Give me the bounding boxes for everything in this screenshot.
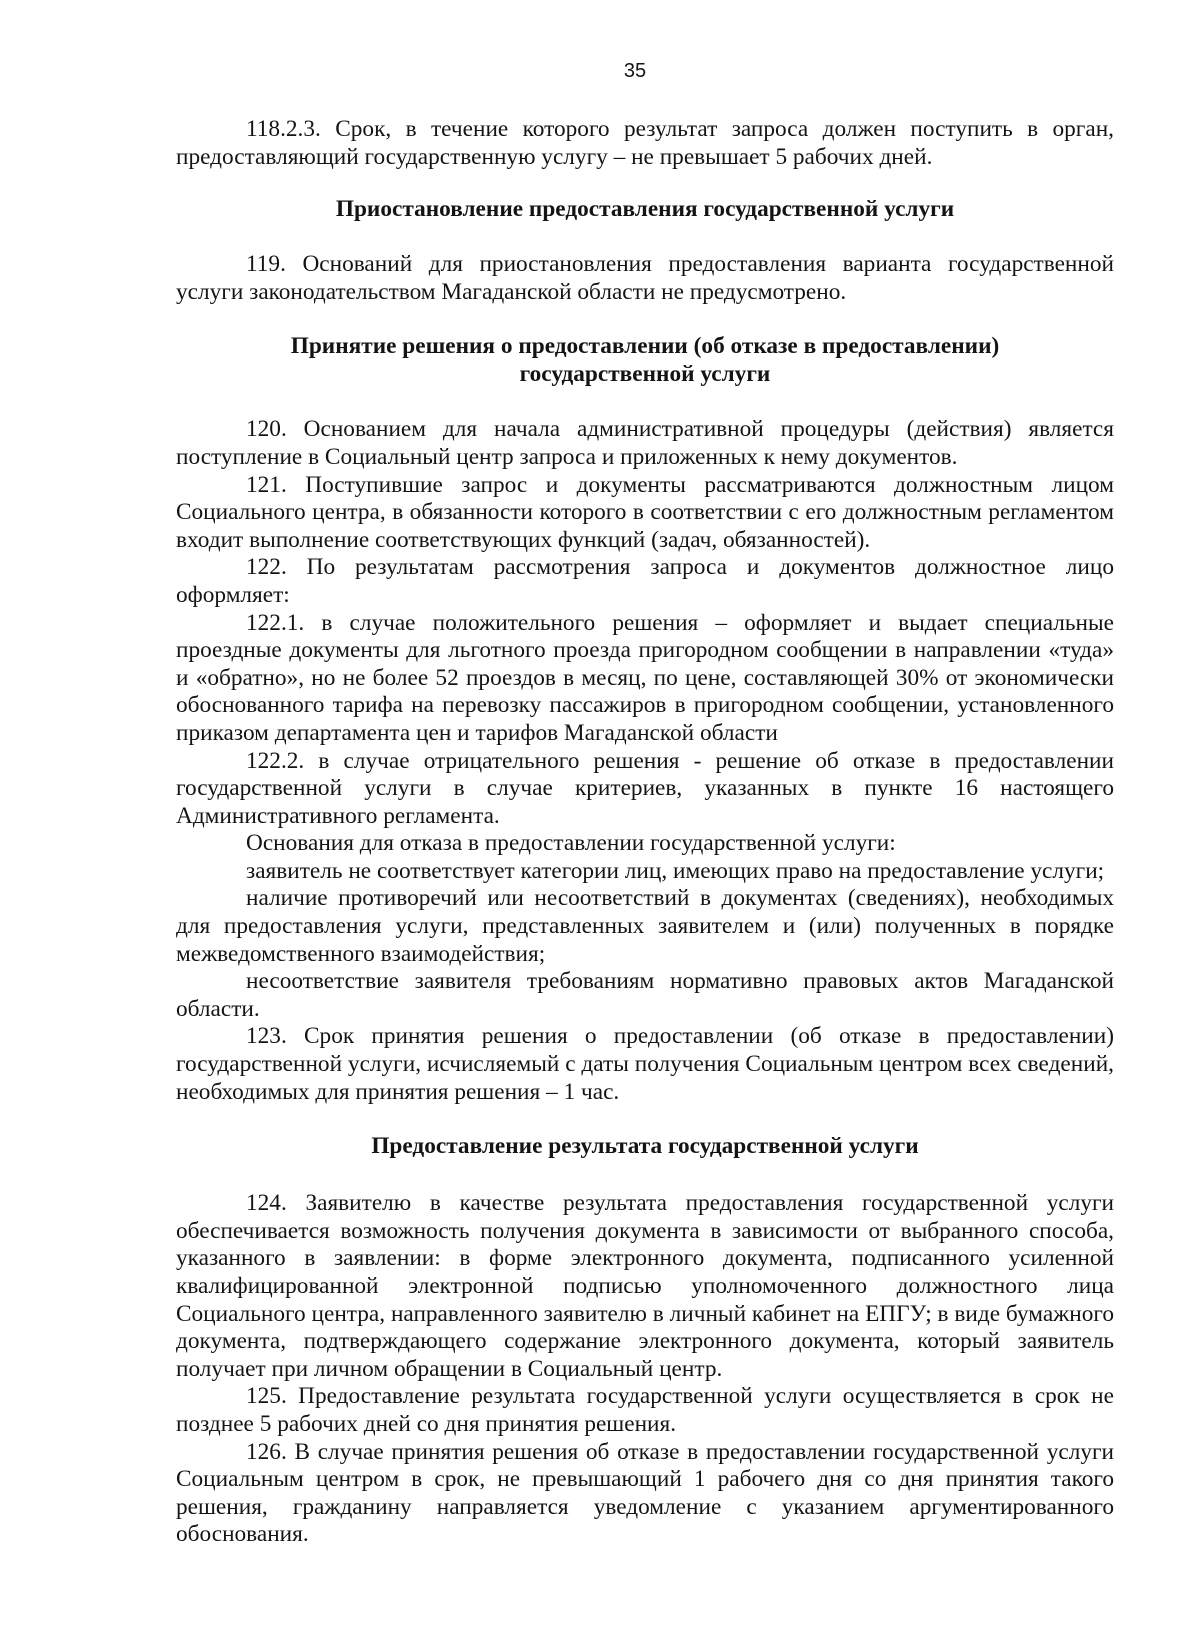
paragraph-122: 122. По результатам рассмотрения запроса и документов должностное лицо оформляет: (176, 554, 1114, 608)
heading-suspension: Приостановление предоставления государственной услуги (335, 196, 955, 223)
paragraph-124: 124. Заявителю в качестве результата предоставления государственной услуги обеспечивается возможность получения документа в зависимости от выбранного способа, указанного в заявлении: в форме электронного документа, подписанного усиленной квалифицированной электронной подписью уполномоченного должностного лица Социального центра, направленного заявителю в личный кабинет на ЕПГУ; в виде бумажного документа, подтверждающего содержание электронного документа, который заявитель получает при личном обращении в Социальный центр. (176, 1190, 1114, 1382)
paragraph-123: 123. Срок принятия решения о предоставлении (об отказе в предоставлении) государственной услуги, исчисляемый с даты получения Социальным центром всех сведений, необходимых для принятия решения – 1 час. (176, 1023, 1114, 1105)
paragraph-refusal-ground-1: заявитель не соответствует категории лиц, имеющих право на предоставление услуги; (246, 857, 1105, 884)
heading-result: Предоставление результата государственной услуги (371, 1133, 919, 1160)
heading-decision-line-2: государственной услуги (519, 361, 771, 388)
paragraph-126: 126. В случае принятия решения об отказе в предоставлении государственной услуги Социальным центром в срок, не превышающий 1 рабочего дня со дня принятия такого решения, гражданину направляется уведомление с указанием аргументированного обоснования. (176, 1438, 1114, 1548)
paragraph-120: 120. Основанием для начала административной процедуры (действия) является поступление в Социальный центр запроса и приложенных к нему документов. (176, 416, 1114, 470)
paragraph-119: 119. Оснований для приостановления предоставления варианта государственной услуги законодательством Магаданской области не предусмотрено. (176, 251, 1114, 305)
paragraph-122-1: 122.1. в случае положительного решения – оформляет и выдает специальные проездные документы для льготного проезда пригородном сообщении в направлении «туда» и «обратно», но не более 52 проездов в месяц, по цене, составляющей 30% от экономически обоснованного тарифа на перевозку пассажиров в пригородном сообщении, установленного приказом департамента цен и тарифов Магаданской области (176, 609, 1114, 746)
heading-decision-line-1: Принятие решения о предоставлении (об отказе в предоставлении) (290, 333, 1000, 360)
heading-decision (176, 332, 1114, 388)
paragraph-125: 125. Предоставление результата государственной услуги осуществляется в срок не позднее 5 рабочих дней со дня принятия решения. (176, 1383, 1114, 1437)
paragraph-refusal-grounds: Основания для отказа в предоставлении государственной услуги: (246, 830, 896, 857)
paragraph-118-2-3: 118.2.3. Срок, в течение которого результат запроса должен поступить в орган, предоставляющий государственную услугу – не превышает 5 рабочих дней. (176, 116, 1114, 170)
paragraph-refusal-ground-3: несоответствие заявителя требованиям нормативно правовых актов Магаданской области. (176, 968, 1114, 1022)
paragraph-122-2: 122.2. в случае отрицательного решения - решение об отказе в предоставлении государственной услуги в случае критериев, указанных в пункте 16 настоящего Административного регламента. (176, 747, 1114, 829)
paragraph-121: 121. Поступившие запрос и документы рассматриваются должностным лицом Социального центра, в обязанности которого в соответствии с его должностным регламентом входит выполнение соответствующих функций (задач, обязанностей). (176, 471, 1114, 553)
document-body (176, 116, 1114, 1549)
paragraph-refusal-ground-2: наличие противоречий или несоответствий в документах (сведениях), необходимых для предоставления услуги, представленных заявителем и (или) полученных в порядке межведомственного взаимодействия; (176, 885, 1114, 967)
page-number: 35 (623, 60, 647, 82)
